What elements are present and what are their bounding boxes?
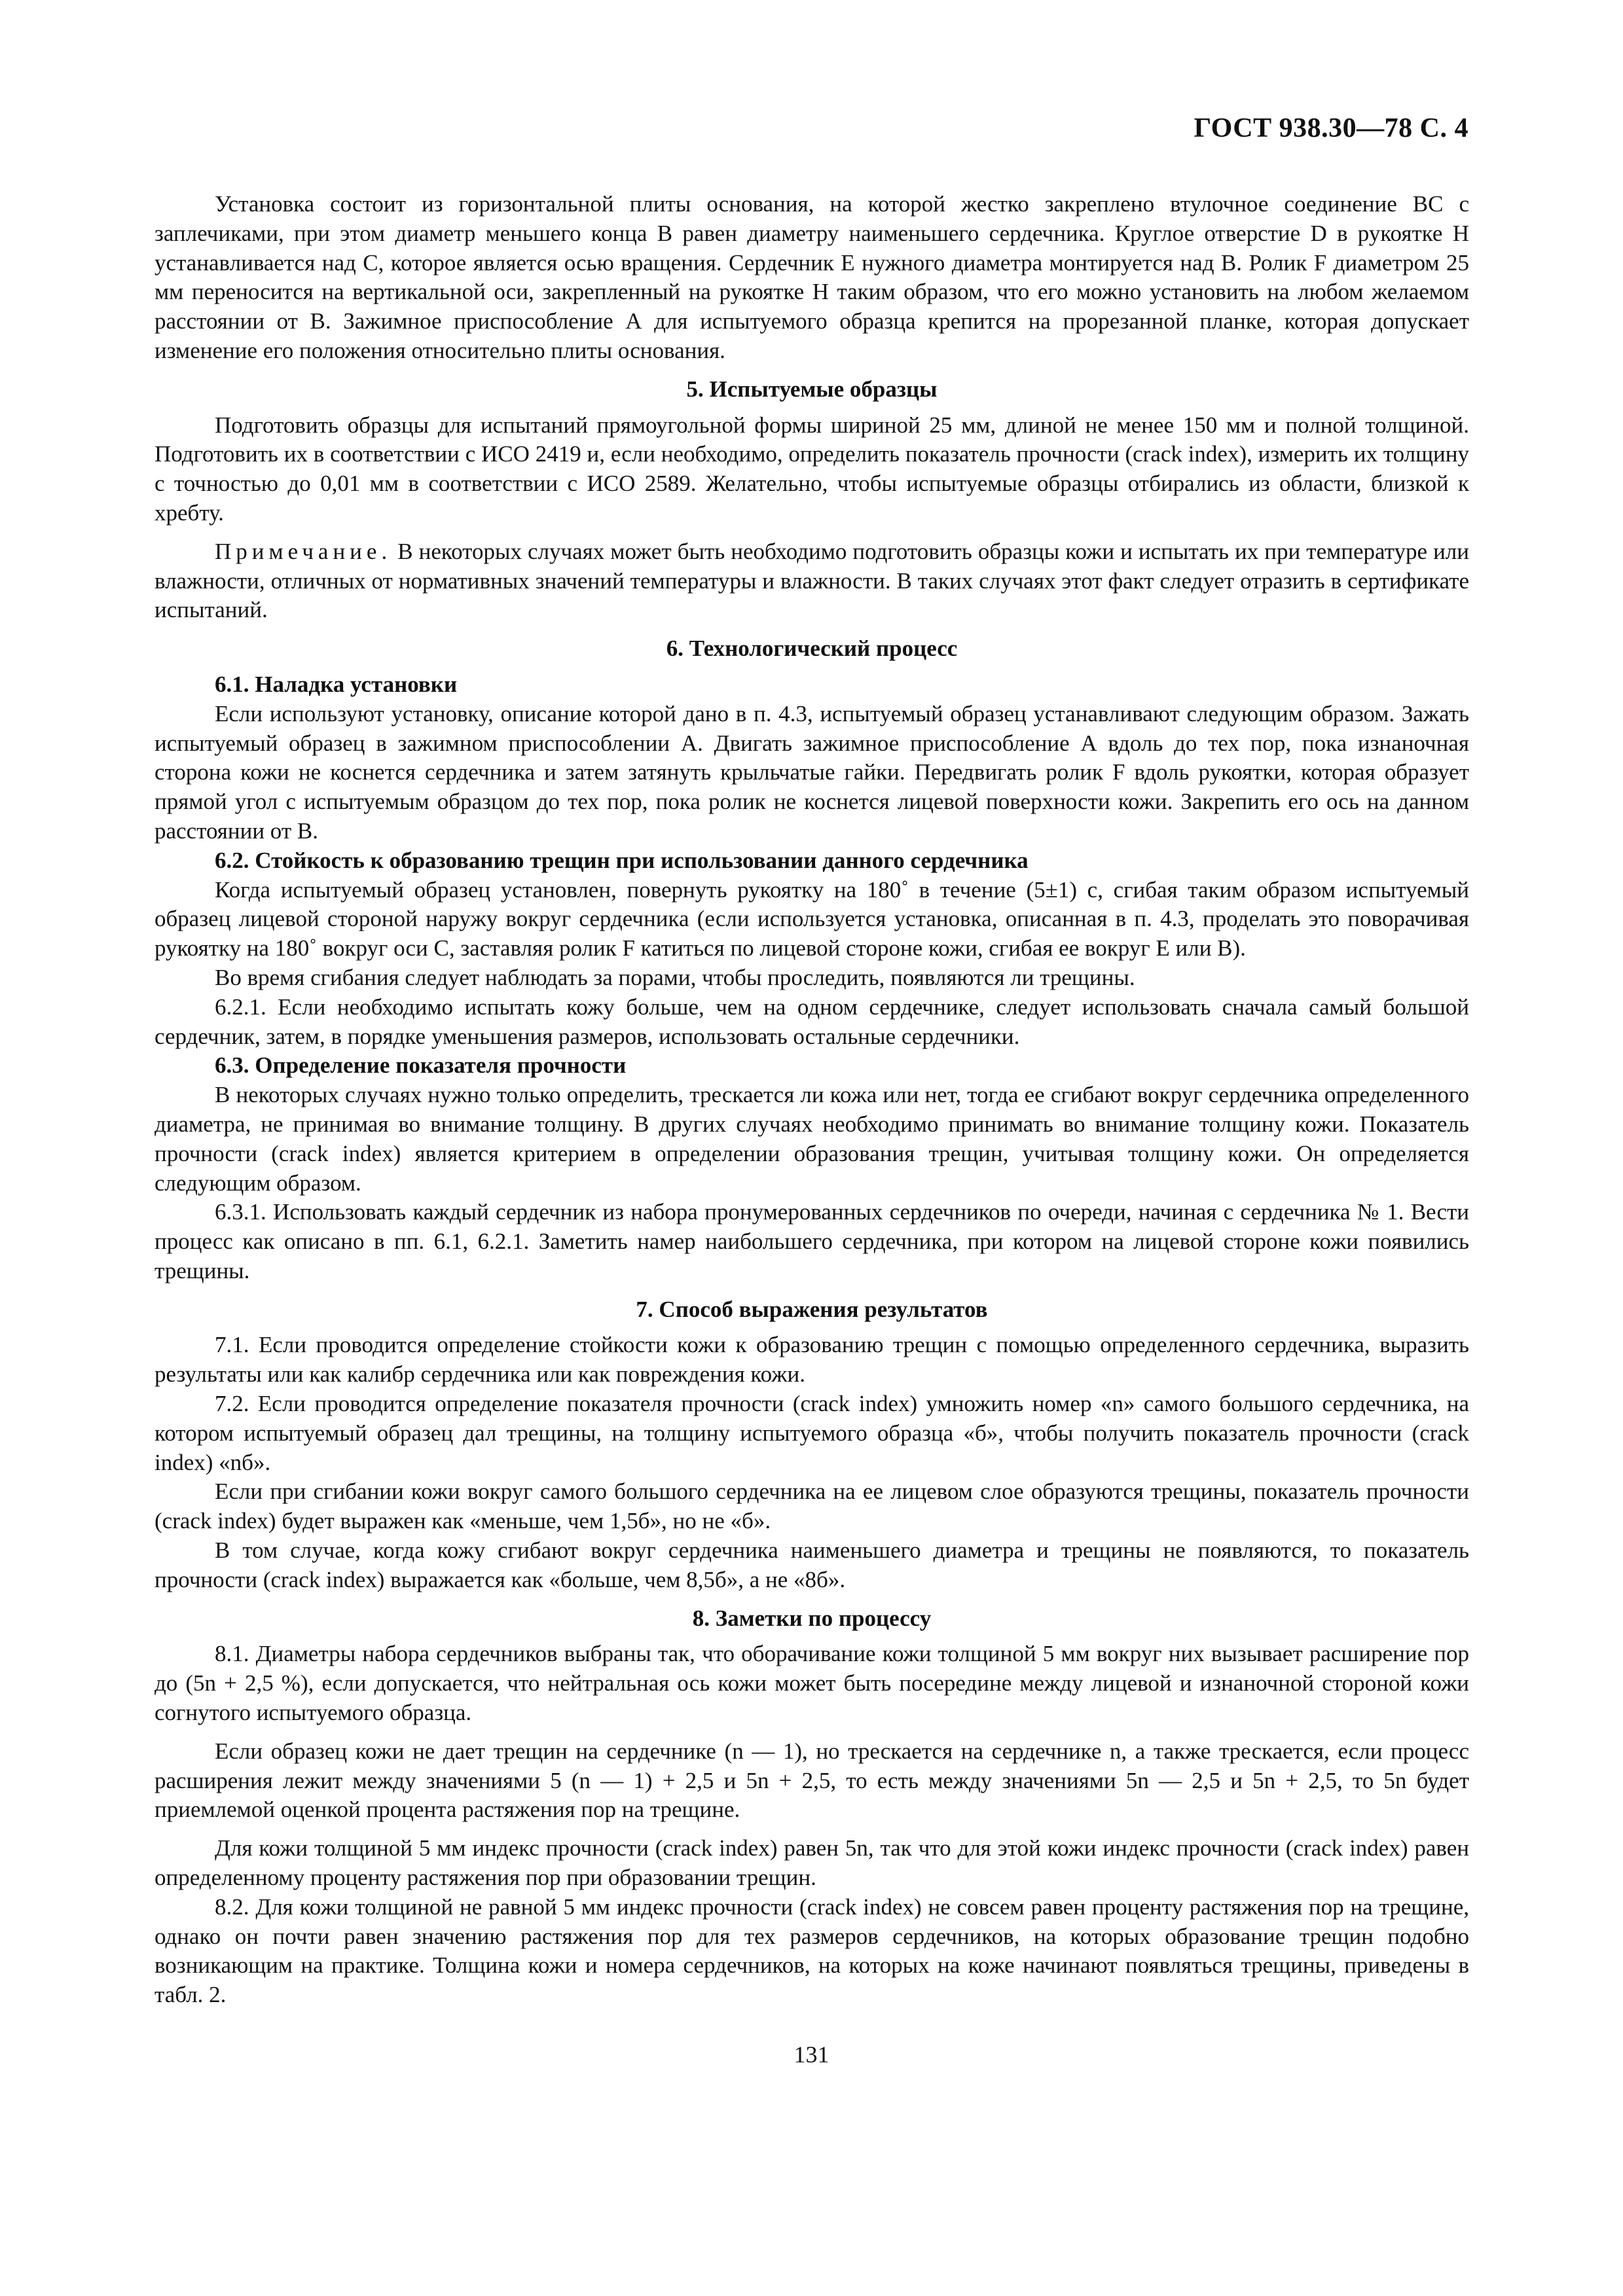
paragraph-6-2-1: 6.2.1. Если необходимо испытать кожу больше, чем на одном сердечнике, следует использовать сначала самый большой сердечник, затем, в порядке уменьшения размеров, использовать остальные сердечники. xyxy=(155,994,1469,1049)
paragraph-8-1: 8.1. Диаметры набора сердечников выбраны так, что оборачивание кожи толщиной 5 мм вокруг них вызывает расширение пор до (5n + 2,5 %), если допускается, что нейтральная ось кожи может быть посередине между лицевой и изнаночной стороной кожи согнутого испытуемого образца. xyxy=(155,1641,1469,1726)
note-text: В некоторых случаях может быть необходимо подготовить образцы кожи и испытать их при температуре или влажности, отличных от нормативных значений температуры и влажности. В таких случаях этот факт следует отразить в сертификате испытаний. xyxy=(155,538,1469,623)
page-body xyxy=(155,190,1469,2010)
paragraph-7-2-largest: Если при сгибании кожи вокруг самого большого сердечника на ее лицевом слое образуются трещины, показатель прочности (crack index) будет выражен как «меньше, чем 1,5б», но не «б». xyxy=(155,1479,1469,1534)
paragraph-6-3: В некоторых случаях нужно только определить, трескается ли кожа или нет, тогда ее сгибают вокруг сердечника определенного диаметра, не принимая во внимание толщину. В других случаях необходимо принимать во внимание толщину кожи. Показатель прочности (crack index) является критерием в определении образования трещин, учитывая толщину кожи. Он определяется следующим образом. xyxy=(155,1082,1469,1196)
section-heading-6: 6. Технологический процесс xyxy=(666,636,958,662)
paragraph-apparatus: Установка состоит из горизонтальной плиты основания, на которой жестко закреплено втулочное соединение ВС с заплечиками, при этом диаметр меньшего конца В равен диаметру наименьшего сердечника. Круглое отверстие D в рукоятке Н устанавливается над С, которое является осью вращения. Сердечник Е нужного диаметра монтируется над В. Ролик F диаметром 25 мм переносится на вертикальной оси, закрепленный на рукоятке Н таким образом, что его можно установить на любом желаемом расстоянии от В. Зажимное приспособление А для испытуемого образца крепится на прорезанной планке, которая допускает изменение его положения относительно плиты основания. xyxy=(155,191,1469,363)
paragraph-6-3-1: 6.3.1. Использовать каждый сердечник из набора пронумерованных сердечников по очереди, начиная с сердечника № 1. Вести процесс как описано в пп. 6.1, 6.2.1. Заметить намер наибольшего сердечника, при котором на лицевой стороне кожи появились трещины. xyxy=(155,1199,1469,1283)
paragraph-7-1: 7.1. Если проводится определение стойкости кожи к образованию трещин с помощью определенного сердечника, выразить результаты или как калибр сердечника или как повреждения кожи. xyxy=(155,1332,1469,1388)
paragraph-8-1-cracks: Если образец кожи не дает трещин на сердечнике (n — 1), но трескается на сердечнике n, а также трескается, если процесс расширения лежит между значениями 5 (n — 1) + 2,5 и 5n + 2,5, то есть между значениями 5n — 2,5 и 5n + 2,5, то 5n будет приемлемой оценкой процента растяжения пор на трещине. xyxy=(155,1738,1469,1823)
subsection-heading-6-3: 6.3. Определение показателя прочности xyxy=(215,1052,627,1079)
section-heading-5: 5. Испытуемые образцы xyxy=(686,376,938,402)
paragraph-7-2-smallest: В том случае, когда кожу сгибают вокруг сердечника наименьшего диаметра и трещины не появляются, то показатель прочности (crack index) выражается как «больше, чем 8,5б», а не «8б». xyxy=(155,1537,1469,1592)
paragraph-8-1-index: Для кожи толщиной 5 мм индекс прочности (crack index) равен 5n, так что для этой кожи индекс прочности (crack index) равен определенному проценту растяжения пор при образовании трещин. xyxy=(155,1835,1469,1891)
note-paragraph xyxy=(155,537,1469,625)
subsection-heading-6-2: 6.2. Стойкость к образованию трещин при использовании данного сердечника xyxy=(215,847,1029,873)
paragraph-5: Подготовить образцы для испытаний прямоугольной формы шириной 25 мм, длиной не менее 150 мм и полной толщиной. Подготовить их в соответствии с ИСО 2419 и, если необходимо, определить показатель прочности (crack index), измерить их толщину с точностью до 0,01 мм в соответствии с ИСО 2589. Желательно, чтобы испытуемые образцы отбирались из области, близкой к хребту. xyxy=(155,412,1469,526)
paragraph-7-2: 7.2. Если проводится определение показателя прочности (crack index) умножить номер «n» самого большого сердечника, на котором испытуемый образец дал трещины, на толщину испытуемого образца «б», чтобы получить показатель прочности (crack index) «nб». xyxy=(155,1391,1469,1475)
paragraph-6-2: Когда испытуемый образец установлен, повернуть рукоятку на 180˚ в течение (5±1) с, сгибая таким образом испытуемый образец лицевой стороной наружу вокруг сердечника (если используется установка, описанная в п. 4.3, проделать это поворачивая рукоятку на 180˚ вокруг оси С, заставляя ролик F катиться по лицевой стороне кожи, сгибая ее вокруг Е или В). xyxy=(155,876,1469,961)
note-label: Примечание. xyxy=(215,538,392,564)
paragraph-8-2: 8.2. Для кожи толщиной не равной 5 мм индекс прочности (crack index) не совсем равен проценту растяжения пор на трещине, однако он почти равен значению растяжения пор для тех размеров сердечников, на которых образование трещин подобно возникающим на практике. Толщина кожи и номера сердечников, на которых на коже начинают появляться трещины, приведены в табл. 2. xyxy=(155,1893,1469,2008)
running-header: ГОСТ 938.30—78 С. 4 xyxy=(1194,113,1468,143)
paragraph-6-1: Если используют установку, описание которой дано в п. 4.3, испытуемый образец устанавливают следующим образом. Зажать испытуемый образец в зажимном приспособлении А. Двигать зажимное приспособление А вдоль до тех пор, пока изнаночная сторона кожи не коснется сердечника и затем затянуть крыльчатые гайки. Передвигать ролик F вдоль рукоятки, которая образует прямой угол с испытуемым образцом до тех пор, пока ролик не коснется лицевой поверхности кожи. Закрепить его ось на данном расстоянии от В. xyxy=(155,700,1469,844)
subsection-heading-6-1: 6.1. Наладка установки xyxy=(215,671,458,697)
section-heading-7: 7. Способ выражения результатов xyxy=(636,1296,988,1322)
page-number: 131 xyxy=(793,2041,830,2068)
section-heading-8: 8. Заметки по процессу xyxy=(692,1605,932,1631)
paragraph-6-2-observe: Во время сгибания следует наблюдать за порами, чтобы проследить, появляются ли трещины. xyxy=(215,964,1135,990)
